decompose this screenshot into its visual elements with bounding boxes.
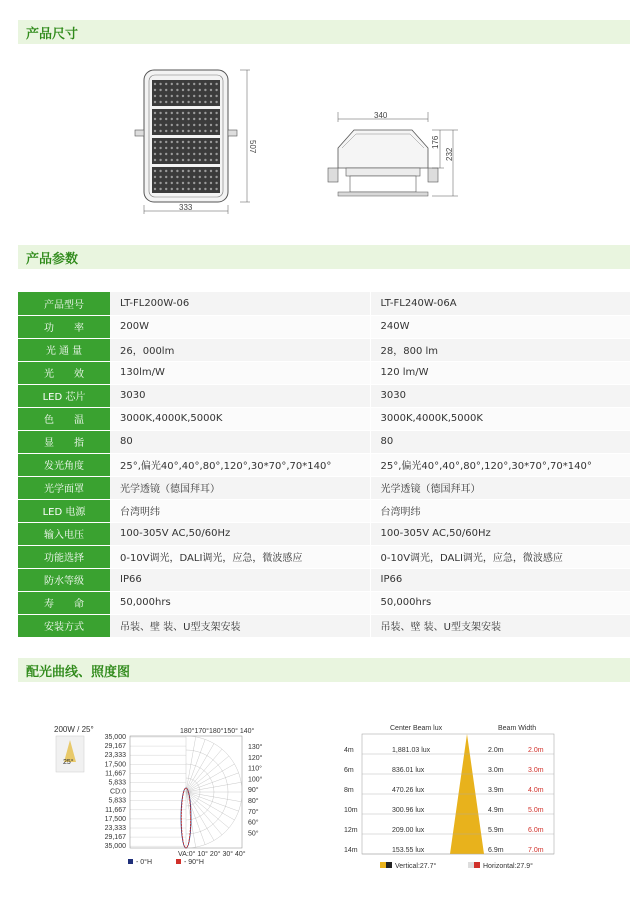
param-row (18, 292, 630, 315)
param-value-model-2: 光学透镜（德国拜耳） (370, 476, 630, 499)
polar-right-angle: 60° (248, 819, 259, 827)
param-value-model-2: 3030 (370, 384, 630, 407)
polar-top-angles: 180°170°180°150° 140° (180, 728, 255, 735)
polar-beam-label: 25° (63, 759, 74, 766)
param-value-model-1: 200W (110, 315, 370, 338)
illum-lux: 153.55 lux (392, 847, 425, 854)
param-row (18, 545, 630, 568)
illuminance-diagram (340, 718, 560, 873)
param-label: LED 电源 (18, 499, 110, 522)
illum-width-vertical: 5.9m (488, 827, 504, 834)
polar-scale-label: 23,333 (104, 825, 126, 832)
illum-distance: 10m (344, 807, 358, 814)
param-label: 寿 命 (18, 591, 110, 614)
polar-legend-90: - 90°H (184, 859, 204, 866)
illum-width-horizontal: 6.0m (528, 827, 544, 834)
param-value-model-1: 吊装、壁 装、U型支架安装 (110, 614, 370, 637)
illum-width-horizontal: 3.0m (528, 767, 544, 774)
illum-distance: 4m (344, 747, 354, 754)
param-label: 功 率 (18, 315, 110, 338)
side-width-dim: 340 (374, 111, 388, 120)
side-h1-dim: 176 (431, 135, 440, 149)
param-value-model-1: 3030 (110, 384, 370, 407)
param-row (18, 499, 630, 522)
param-value-model-1: 台湾明纬 (110, 499, 370, 522)
illum-col-lux: Center Beam lux (390, 725, 443, 732)
param-row (18, 361, 630, 384)
param-row (18, 568, 630, 591)
illum-width-horizontal: 5.0m (528, 807, 544, 814)
illum-distance: 8m (344, 787, 354, 794)
section-header-size (18, 20, 630, 44)
illum-width-vertical: 3.0m (488, 767, 504, 774)
param-label: 色 温 (18, 407, 110, 430)
polar-right-angle: 130° (248, 744, 263, 751)
param-value-model-1: 光学透镜（德国拜耳） (110, 476, 370, 499)
param-value-model-1: 26，000lm (110, 338, 370, 361)
illum-lux: 470.26 lux (392, 787, 425, 794)
polar-scale-label: 35,000 (104, 734, 126, 741)
polar-scale-label: 11,667 (105, 806, 126, 814)
param-value-model-2: 100-305V AC,50/60Hz (370, 522, 630, 545)
polar-right-angle: 50° (248, 830, 259, 838)
param-row (18, 430, 630, 453)
polar-scale-label: 23,333 (104, 752, 126, 760)
param-row (18, 315, 630, 338)
param-value-model-2: LT-FL240W-06A (370, 292, 630, 315)
front-height-dim: 507 (248, 140, 257, 154)
polar-scale-label: 35,000 (104, 843, 126, 851)
param-value-model-2: IP66 (370, 568, 630, 591)
param-value-model-1: IP66 (110, 568, 370, 591)
polar-right-angle: 80° (248, 798, 259, 805)
param-value-model-1: 130lm/W (110, 361, 370, 384)
polar-legend-0: - 0°H (136, 859, 153, 866)
polar-scale-label: 29,167 (104, 834, 126, 842)
param-label: 防水等级 (18, 568, 110, 591)
param-value-model-2: 120 lm/W (370, 361, 630, 384)
front-width-dim: 333 (179, 203, 193, 212)
illum-distance: 14m (344, 847, 358, 854)
param-value-model-1: 100-305V AC,50/60Hz (110, 522, 370, 545)
param-value-model-1: 50,000hrs (110, 591, 370, 614)
illum-width-vertical: 3.9m (488, 787, 504, 794)
section-header-light (18, 658, 630, 682)
illum-width-vertical: 4.9m (488, 807, 504, 814)
section-title: 产品参数 (26, 251, 79, 267)
section-title: 产品尺寸 (26, 26, 79, 42)
polar-scale-label: 17,500 (104, 761, 126, 769)
illum-width-horizontal: 2.0m (528, 747, 544, 754)
params-table (18, 292, 630, 638)
param-row (18, 476, 630, 499)
param-row (18, 384, 630, 407)
section-title: 配光曲线、照度图 (26, 664, 131, 680)
param-label: 功能选择 (18, 545, 110, 568)
polar-scale-label: CD:0 (110, 788, 126, 796)
polar-right-angle: 110° (248, 765, 262, 773)
param-value-model-2: 25°,偏光40°,40°,80°,120°,30*70°,70*140° (370, 453, 630, 476)
illum-width-vertical: 6.9m (488, 847, 504, 854)
param-row (18, 522, 630, 545)
param-value-model-2: 80 (370, 430, 630, 453)
param-label: 光学面罩 (18, 476, 110, 499)
illum-lux: 300.96 lux (392, 807, 425, 814)
side-h2-dim: 232 (445, 147, 454, 161)
polar-right-angle: 70° (248, 808, 259, 816)
polar-scale-label: 5,833 (108, 797, 126, 805)
param-label: 光 通 量 (18, 338, 110, 361)
param-value-model-2: 50,000hrs (370, 591, 630, 614)
illum-legend-horizontal: Horizontal:27.9° (483, 863, 533, 870)
section-header-params (18, 245, 630, 269)
illum-lux: 836.01 lux (392, 767, 425, 774)
param-value-model-1: 0-10V调光，DALI调光，应急，微波感应 (110, 545, 370, 568)
illum-width-horizontal: 4.0m (528, 787, 544, 794)
illum-legend-vertical: Vertical:27.7° (395, 863, 437, 870)
illum-width-horizontal: 7.0m (528, 847, 544, 854)
param-value-model-1: 25°,偏光40°,40°,80°,120°,30*70°,70*140° (110, 453, 370, 476)
param-value-model-2: 240W (370, 315, 630, 338)
param-value-model-2: 吊装、壁 装、U型支架安装 (370, 614, 630, 637)
param-row (18, 407, 630, 430)
param-value-model-2: 3000K,4000K,5000K (370, 407, 630, 430)
polar-scale-label: 5,833 (108, 779, 126, 787)
polar-scale-label: 17,500 (104, 815, 126, 823)
illum-lux: 209.00 lux (392, 827, 425, 834)
param-label: 显 指 (18, 430, 110, 453)
illum-distance: 12m (344, 827, 358, 834)
illum-lux: 1,881.03 lux (392, 747, 431, 754)
param-label: 光 效 (18, 361, 110, 384)
param-value-model-1: LT-FL200W-06 (110, 292, 370, 315)
param-row (18, 453, 630, 476)
polar-right-angle: 100° (248, 776, 263, 784)
front-view-drawing (128, 62, 258, 222)
param-value-model-1: 80 (110, 430, 370, 453)
polar-scale-label: 11,667 (105, 770, 126, 778)
polar-title: 200W / 25° (54, 725, 94, 734)
param-label: 产品型号 (18, 292, 110, 315)
param-label: LED 芯片 (18, 384, 110, 407)
param-value-model-2: 台湾明纬 (370, 499, 630, 522)
polar-right-angle: 90° (248, 787, 259, 795)
polar-right-angle: 120° (248, 754, 263, 762)
param-value-model-1: 3000K,4000K,5000K (110, 407, 370, 430)
polar-bottom-angles: VA:0° 10° 20° 30° 40° (178, 851, 246, 858)
param-value-model-2: 0-10V调光，DALI调光，应急，微波感应 (370, 545, 630, 568)
side-view-drawing (320, 108, 470, 203)
param-label: 安装方式 (18, 614, 110, 637)
illum-col-width: Beam Width (498, 725, 537, 732)
illum-distance: 6m (344, 767, 354, 774)
param-label: 发光角度 (18, 453, 110, 476)
polar-diagram (30, 718, 280, 868)
param-label: 输入电压 (18, 522, 110, 545)
param-value-model-2: 28，800 lm (370, 338, 630, 361)
polar-scale-label: 29,167 (104, 743, 126, 751)
param-row (18, 614, 630, 637)
illum-width-vertical: 2.0m (488, 747, 504, 754)
param-row (18, 338, 630, 361)
param-row (18, 591, 630, 614)
